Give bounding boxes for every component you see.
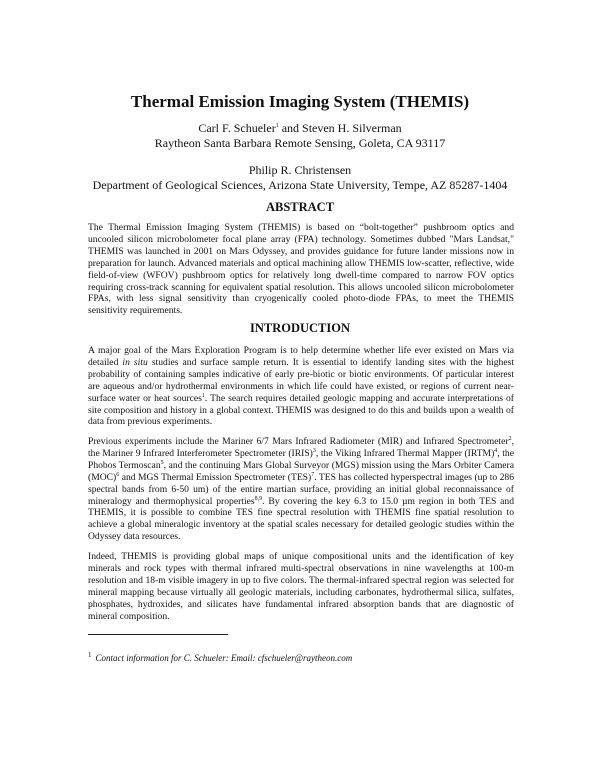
citation-mark: 6 xyxy=(116,471,120,478)
author-schueler: Carl F. Schueler xyxy=(198,121,276,135)
intro-p1-text-a: A major goal of the Mars Exploration Program is to help determine whether life ever existed on Mars via detailed xyxy=(88,345,514,368)
citation-mark: 3 xyxy=(312,447,316,454)
intro-p2-text-d: , the Phobos Termoscan xyxy=(88,447,514,471)
paper-title: Thermal Emission Imaging System (THEMIS) xyxy=(130,92,470,111)
intro-paragraph-1 xyxy=(88,345,514,428)
intro-p2-text-e: , and the continuing Mars Global Surveyor (MGS) mission using the Mars Orbiter Camera (MOC) xyxy=(88,459,515,483)
author-line-1 xyxy=(0,120,600,136)
intro-p2-text-h: . By covering the key 6.3 to 15.0 µm region in both TES and THEMIS, it is possible to combine TES fine spectral resolution with THEMIS fine spatial resolution to achieve a global mineralogic inventory at the spatial scales necessary for detailed geologic studies within the Odyssey data resources. xyxy=(88,495,514,543)
citation-mark: 8,9 xyxy=(254,495,263,502)
intro-p2-text-b: , the Mariner 9 Infrared Interferometer Spectrometer (IRIS) xyxy=(88,436,514,459)
footnote-text: Contact information for C. Schueler: Email: cfschueler@raytheon.com xyxy=(95,653,353,663)
footnote-mark: 1 xyxy=(88,651,92,659)
citation-mark: 4 xyxy=(494,447,498,454)
intro-paragraph-2 xyxy=(88,436,514,543)
intro-p2-text-g: . TES has collected hyperspectral images (up to 286 spectral bands from 6-50 um) of the entire martian surface, providing an initial global reconnaissance of mineralogy and thermophysical properties xyxy=(88,471,514,507)
intro-paragraph-3: Indeed, THEMIS is providing global maps of unique compositional units and the identification of key minerals and rock types with thermal infrared multi-spectral observations in nine wavelengths at 100-m resolution and 18-m visible imagery in up to five colors. The thermal-infrared spectral region was selected for mineral mapping because virtually all geologic materials, including carbonates, hydrothermal silica, sulfates, phosphates, hydroxides, and silicates have fundamental infrared absorption bands that are diagnostic of mineral composition. xyxy=(88,551,514,622)
intro-p1-text-c: . The search requires detailed geologic mapping and accurate interpretations of site composition and history in a global context. THEMIS was designed to do this and builds upon a wealth of data from previous experiments. xyxy=(88,392,515,428)
affiliation-asu: Department of Geological Sciences, Arizona State University, Tempe, AZ 85287-1404 xyxy=(92,178,508,192)
introduction-heading: INTRODUCTION xyxy=(249,321,350,335)
intro-p2-text-c: , the Viking Infrared Thermal Mapper (IRTM) xyxy=(315,447,495,459)
intro-p1-italic: in situ xyxy=(122,356,148,368)
footnote-divider xyxy=(88,634,228,635)
affiliation-raytheon: Raytheon Santa Barbara Remote Sensing, Goleta, CA 93117 xyxy=(154,136,446,150)
citation-mark: 7 xyxy=(311,471,315,478)
abstract-text: The Thermal Emission Imaging System (THEMIS) is based on “bolt-together” pushbroom optics and uncooled silicon microbolometer focal plane array (FPA) technology. Sometimes dubbed "Mars Landsat," THEMIS was launched in 2001 on Mars Odyssey, and provides guidance for future lander missions now in preparation for launch. Advanced materials and optical machining allow THEMIS low-scatter, reflective, wide field-of-view (WFOV) pushbroom optics for relatively long dwell-time compared to narrow FOV optics requiring cross-track scanning for equivalent spatial resolution. This allows uncooled silicon microbolometer FPAs, with less signal sensitivity than cryogenically cooled photo-diode FPAs, to meet the THEMIS sensitivity requirements. xyxy=(88,222,514,317)
intro-p2-text-a: Previous experiments include the Mariner 6/7 Mars Infrared Radiometer (MIR) and Infrared Spectrometer xyxy=(88,436,509,447)
author-silverman: and Steven H. Silverman xyxy=(278,121,402,135)
abstract-heading: ABSTRACT xyxy=(265,200,335,214)
citation-mark: 1 xyxy=(201,392,205,399)
intro-p1-text-b: studies and surface sample return. It is essential to identify landing sites with the highest probability of containing samples indicative of early pre-biotic or biotic environments. Of particular interest are aqueous and/or hydrothermal environments in which life could have existed, or regions of current near-surface water or heat sources xyxy=(88,356,514,404)
intro-p2-text-f: and MGS Thermal Emission Spectrometer (TES) xyxy=(119,471,312,483)
author-footnote-mark: 1 xyxy=(275,123,279,129)
author-christensen: Philip R. Christensen xyxy=(248,163,352,177)
citation-mark: 5 xyxy=(160,459,164,466)
citation-mark: 2 xyxy=(508,435,512,442)
footnote xyxy=(88,652,514,664)
